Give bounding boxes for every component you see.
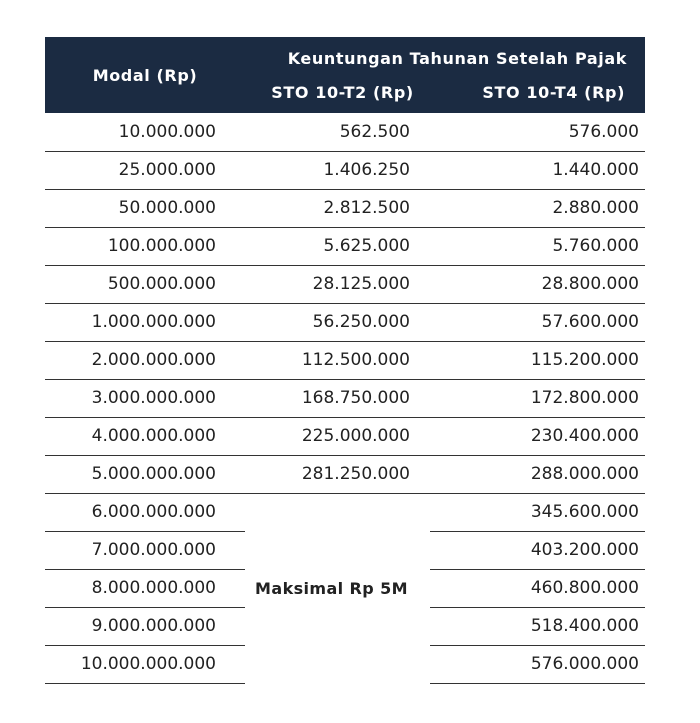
header-modal: Modal (Rp) bbox=[45, 37, 245, 113]
table-row bbox=[45, 227, 645, 265]
cell-modal: 10.000.000 bbox=[45, 113, 245, 151]
cell-sto-t4: 460.800.000 bbox=[430, 569, 645, 607]
cell-sto-t4: 115.200.000 bbox=[430, 341, 645, 379]
table-row bbox=[45, 189, 645, 227]
cell-modal: 5.000.000.000 bbox=[45, 455, 245, 493]
cell-modal: 100.000.000 bbox=[45, 227, 245, 265]
cell-sto-t4: 345.600.000 bbox=[430, 493, 645, 531]
cell-sto-t4: 288.000.000 bbox=[430, 455, 645, 493]
cell-modal: 7.000.000.000 bbox=[45, 531, 245, 569]
table-body bbox=[45, 113, 645, 683]
table-row bbox=[45, 493, 645, 531]
cell-sto-t2: 562.500 bbox=[245, 113, 430, 151]
cell-modal: 2.000.000.000 bbox=[45, 341, 245, 379]
cell-modal: 25.000.000 bbox=[45, 151, 245, 189]
max-limit-note: Maksimal Rp 5M bbox=[255, 578, 408, 598]
cell-sto-t4: 576.000.000 bbox=[430, 645, 645, 683]
cell-sto-t2: 225.000.000 bbox=[245, 417, 430, 455]
cell-sto-t2: 112.500.000 bbox=[245, 341, 430, 379]
cell-modal: 500.000.000 bbox=[45, 265, 245, 303]
cell-modal: 3.000.000.000 bbox=[45, 379, 245, 417]
cell-sto-t4: 1.440.000 bbox=[430, 151, 645, 189]
table-header bbox=[45, 37, 645, 113]
table-row bbox=[45, 417, 645, 455]
cell-sto-t4: 576.000 bbox=[430, 113, 645, 151]
cell-modal: 10.000.000.000 bbox=[45, 645, 245, 683]
cell-sto-t4: 172.800.000 bbox=[430, 379, 645, 417]
cell-sto-t2: 168.750.000 bbox=[245, 379, 430, 417]
cell-sto-t4: 57.600.000 bbox=[430, 303, 645, 341]
cell-sto-t4: 2.880.000 bbox=[430, 189, 645, 227]
cell-sto-t4: 518.400.000 bbox=[430, 607, 645, 645]
table-row bbox=[45, 379, 645, 417]
cell-sto-t2: 56.250.000 bbox=[245, 303, 430, 341]
header-sto-t2: STO 10-T2 (Rp) bbox=[245, 75, 430, 113]
cell-sto-t2: 2.812.500 bbox=[245, 189, 430, 227]
cell-sto-t4: 28.800.000 bbox=[430, 265, 645, 303]
cell-sto-t2: 5.625.000 bbox=[245, 227, 430, 265]
cell-sto-t4: 230.400.000 bbox=[430, 417, 645, 455]
cell-sto-t4: 5.760.000 bbox=[430, 227, 645, 265]
cell-sto-t2: 28.125.000 bbox=[245, 265, 430, 303]
table-row bbox=[45, 303, 645, 341]
table-row bbox=[45, 265, 645, 303]
table-row bbox=[45, 455, 645, 493]
cell-modal: 6.000.000.000 bbox=[45, 493, 245, 531]
table-row bbox=[45, 151, 645, 189]
cell-sto-t2: 1.406.250 bbox=[245, 151, 430, 189]
header-sto-t4: STO 10-T4 (Rp) bbox=[430, 75, 645, 113]
profit-table bbox=[45, 37, 645, 684]
cell-modal: 50.000.000 bbox=[45, 189, 245, 227]
header-annual-profit: Keuntungan Tahunan Setelah Pajak bbox=[245, 37, 645, 75]
cell-sto-t2: 281.250.000 bbox=[245, 455, 430, 493]
cell-sto-t4: 403.200.000 bbox=[430, 531, 645, 569]
cell-modal: 4.000.000.000 bbox=[45, 417, 245, 455]
cell-modal: 1.000.000.000 bbox=[45, 303, 245, 341]
cell-modal: 9.000.000.000 bbox=[45, 607, 245, 645]
cell-modal: 8.000.000.000 bbox=[45, 569, 245, 607]
table-row bbox=[45, 113, 645, 151]
table-row bbox=[45, 341, 645, 379]
